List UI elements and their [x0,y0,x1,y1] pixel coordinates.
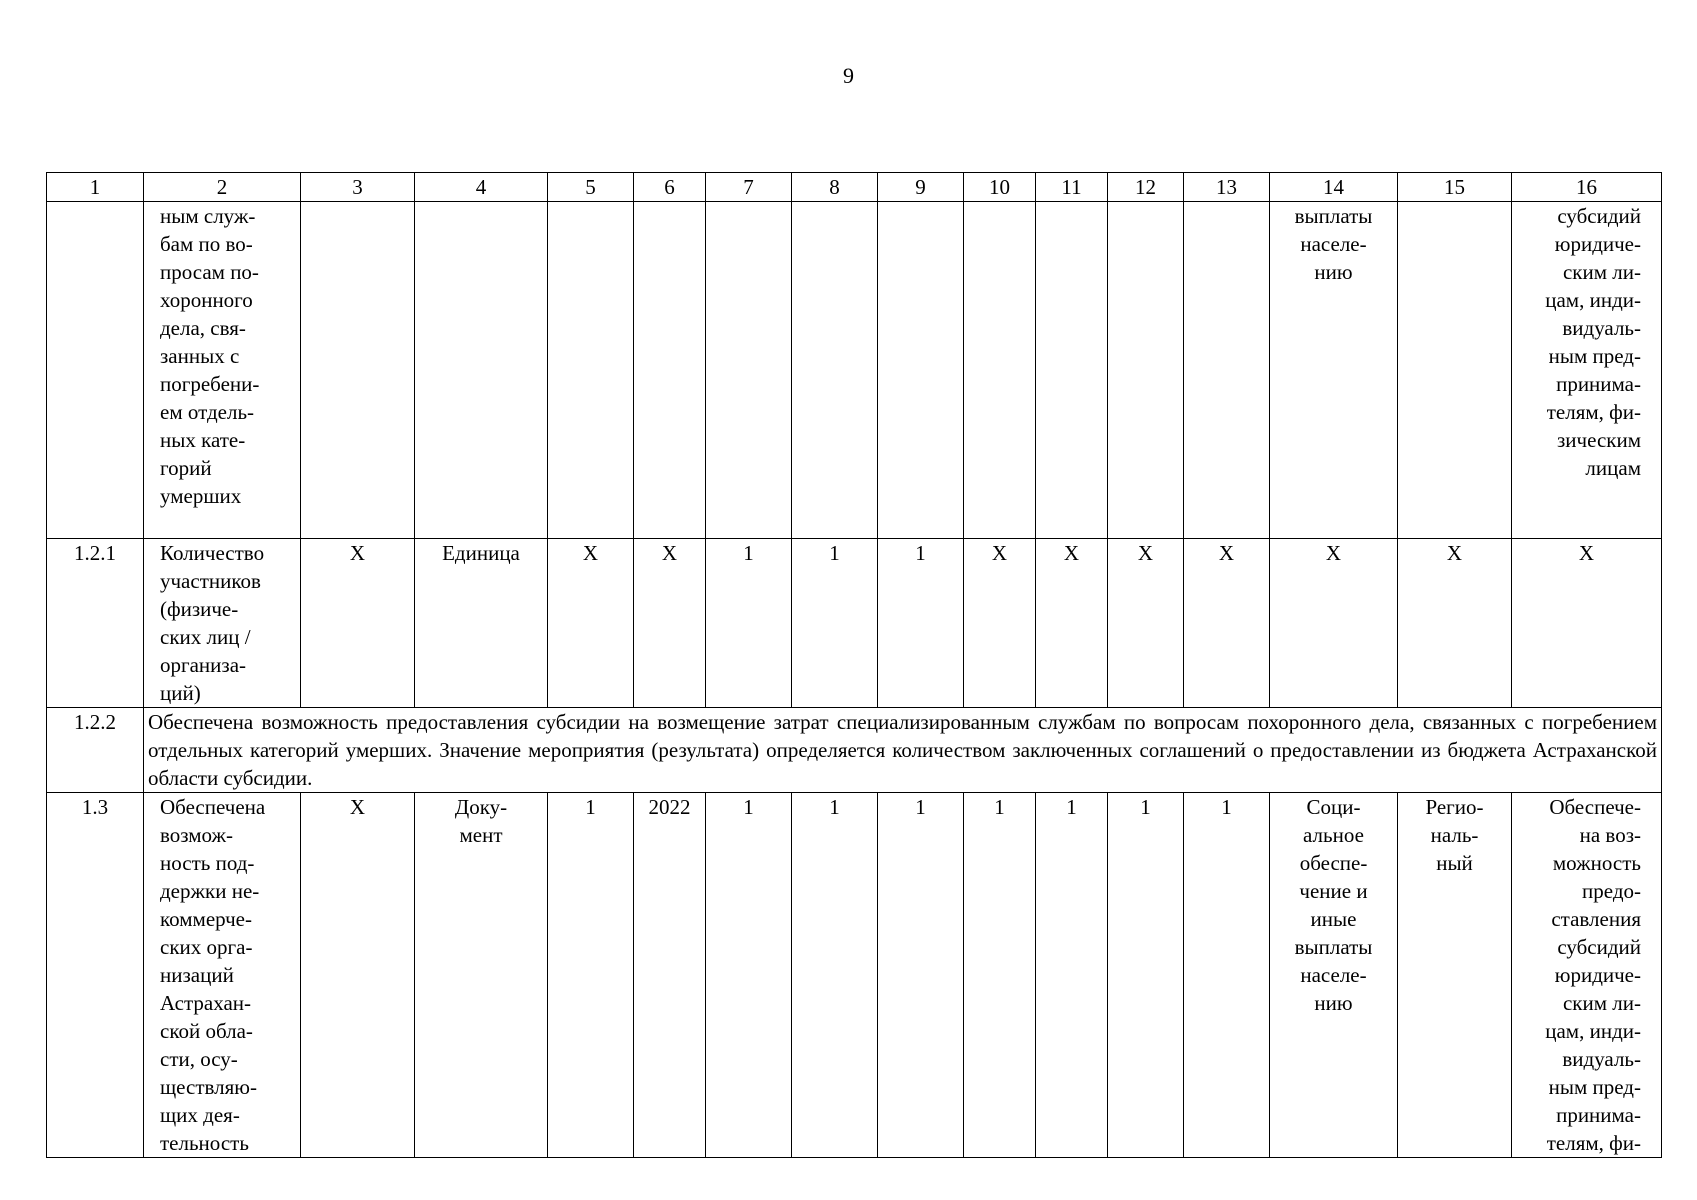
table-cell [1184,202,1270,539]
merged-description-cell: Обеспечена возможность предоставления субсидии на возмещение затрат специализированным службам по вопросам похоронного дела, связанных с погребением отдельных категорий умерших. Значение мероприятия (результата) определяется количеством заключенных соглашений о предоставлении из бюджета Астраханской области субсидии. [144,708,1662,793]
table-cell: X [1512,539,1662,708]
column-header: 5 [548,173,634,202]
table-cell: X [964,539,1036,708]
table-cell: ным служ- бам по во- просам по- хоронного дела, свя- занных с погребени- ем отдель- ных кате- горий умерших [144,202,301,539]
indicators-table [46,172,1662,1158]
row-number: 1.3 [47,793,144,1158]
table-cell [415,202,548,539]
table-cell: Единица [415,539,548,708]
table-cell: 1 [792,793,878,1158]
column-header: 12 [1108,173,1184,202]
table-cell: X [1108,539,1184,708]
table-cell: 1 [1108,793,1184,1158]
column-header: 10 [964,173,1036,202]
table-row-1-2-1 [47,539,1662,708]
table-cell: X [1398,539,1512,708]
table-cell: 1 [548,793,634,1158]
table-cell: Обеспечена возмож- ность под- держки не- коммерче- ских орга- низаций Астрахан- ской обла- сти, осу- ществляю- щих дея- тельность [144,793,301,1158]
header-row [47,173,1662,202]
row-number: 1.2.1 [47,539,144,708]
table-cell [1036,202,1108,539]
table-cell: Доку- мент [415,793,548,1158]
table-cell: X [1270,539,1398,708]
column-header: 13 [1184,173,1270,202]
row-number: 1.2.2 [47,708,144,793]
table-row-1-3 [47,793,1662,1158]
column-header: 3 [301,173,415,202]
column-header: 2 [144,173,301,202]
column-header: 11 [1036,173,1108,202]
table-cell: Количество участников (физиче- ских лиц / организа- ций) [144,539,301,708]
table-cell [1398,202,1512,539]
table-cell: 1 [706,539,792,708]
table-cell: Соци- альное обеспе- чение и иные выплаты населе- нию [1270,793,1398,1158]
column-header: 16 [1512,173,1662,202]
table-cell [792,202,878,539]
page-number: 9 [843,63,854,88]
table-cell: X [301,793,415,1158]
column-header: 14 [1270,173,1398,202]
table-row-continuation [47,202,1662,539]
table-cell [878,202,964,539]
column-header: 4 [415,173,548,202]
table-cell [301,202,415,539]
table-cell: субсидий юридиче- ским ли- цам, инди- видуаль- ным пред- принима- телям, фи- зическим лицам [1512,202,1662,539]
table-cell: 1 [964,793,1036,1158]
column-header: 15 [1398,173,1512,202]
table-cell: выплаты населе- нию [1270,202,1398,539]
column-header: 7 [706,173,792,202]
table-cell: 1 [1036,793,1108,1158]
column-header: 1 [47,173,144,202]
table-cell [548,202,634,539]
table-cell [634,202,706,539]
table-cell: 1 [792,539,878,708]
table-row-1-2-2 [47,708,1662,793]
table-cell: Обеспече- на воз- можность предо- ставления субсидий юридиче- ским ли- цам, инди- видуаль- ным пред- принима- телям, фи- [1512,793,1662,1158]
table-cell: Регио- наль- ный [1398,793,1512,1158]
table-cell [1108,202,1184,539]
table-cell: X [1184,539,1270,708]
table-cell: 1 [878,539,964,708]
table-cell: 1 [878,793,964,1158]
table-cell: 2022 [634,793,706,1158]
column-header: 9 [878,173,964,202]
table-cell: 1 [1184,793,1270,1158]
table-cell: 1 [706,793,792,1158]
table-cell [706,202,792,539]
column-header: 6 [634,173,706,202]
column-header: 8 [792,173,878,202]
table-cell [964,202,1036,539]
table-cell [47,202,144,539]
table-cell: X [1036,539,1108,708]
table-cell: X [634,539,706,708]
table-cell: X [301,539,415,708]
table-cell: X [548,539,634,708]
